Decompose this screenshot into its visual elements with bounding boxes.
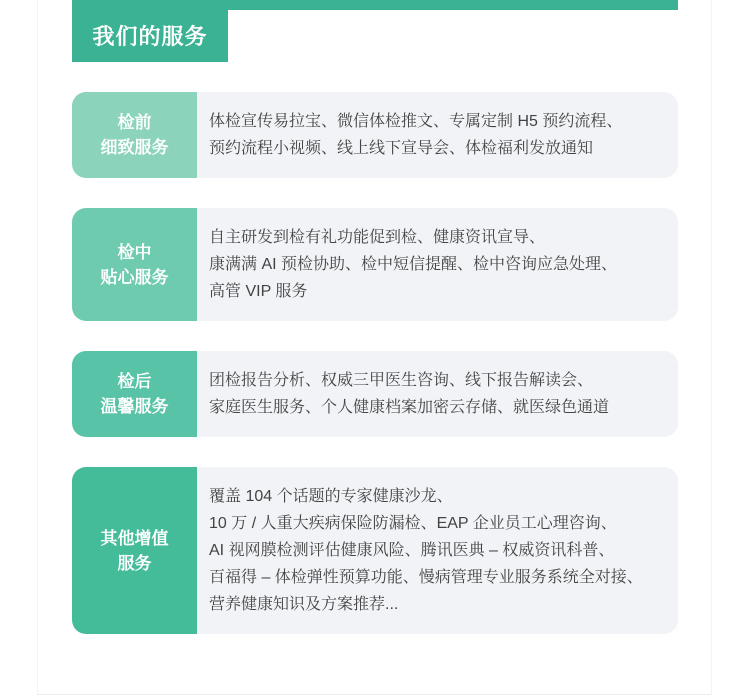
label-line: 检中	[117, 242, 152, 262]
service-card-value-added	[72, 467, 678, 634]
service-card-label	[72, 351, 197, 437]
label-line: 细致服务	[100, 138, 169, 157]
service-line: 体检宣传易拉宝、微信体检推文、专属定制 H5 预约流程、	[209, 113, 623, 130]
service-line: 覆盖 104 个话题的专家健康沙龙、	[209, 488, 453, 505]
section-title: 我们的服务	[92, 23, 208, 49]
service-card-description	[197, 208, 678, 321]
service-card-description	[197, 351, 678, 437]
service-card-description	[197, 92, 678, 178]
service-card-pre-exam	[72, 92, 678, 178]
service-card-during-exam	[72, 208, 678, 321]
label-line: 贴心服务	[100, 267, 169, 287]
service-card-label	[72, 92, 197, 178]
service-card-post-exam	[72, 351, 678, 437]
service-line: AI 视网膜检测评估健康风险、腾讯医典 – 权威资讯科普、	[209, 542, 615, 559]
service-line: 营养健康知识及方案推荐...	[209, 596, 399, 613]
section-title-block	[72, 0, 228, 62]
service-line: 康满满 AI 预检协助、检中短信提醒、检中咨询应急处理、	[209, 256, 618, 273]
service-card-label	[72, 467, 197, 634]
label-line: 服务	[117, 553, 152, 573]
label-line: 检前	[117, 113, 152, 132]
service-line: 百福得 – 体检弹性预算功能、慢病管理专业服务系统全对接、	[209, 569, 643, 586]
label-line: 温馨服务	[100, 397, 169, 416]
service-line: 团检报告分析、权威三甲医生咨询、线下报告解读会、	[209, 372, 594, 389]
label-line: 其他增值	[100, 528, 169, 548]
label-line: 检后	[117, 372, 152, 391]
service-card-description	[197, 467, 678, 634]
section-header	[72, 0, 678, 62]
service-line: 10 万 / 人重大疾病保险防漏检、EAP 企业员工心理咨询、	[209, 515, 617, 532]
service-line: 预约流程小视频、线上线下宣导会、体检福利发放通知	[209, 140, 594, 157]
content-container	[37, 0, 712, 695]
service-card-label	[72, 208, 197, 321]
service-line: 自主研发到检有礼功能促到检、健康资讯宣导、	[209, 229, 546, 246]
service-line: 家庭医生服务、个人健康档案加密云存储、就医绿色通道	[209, 399, 610, 416]
service-line: 高管 VIP 服务	[209, 283, 308, 300]
